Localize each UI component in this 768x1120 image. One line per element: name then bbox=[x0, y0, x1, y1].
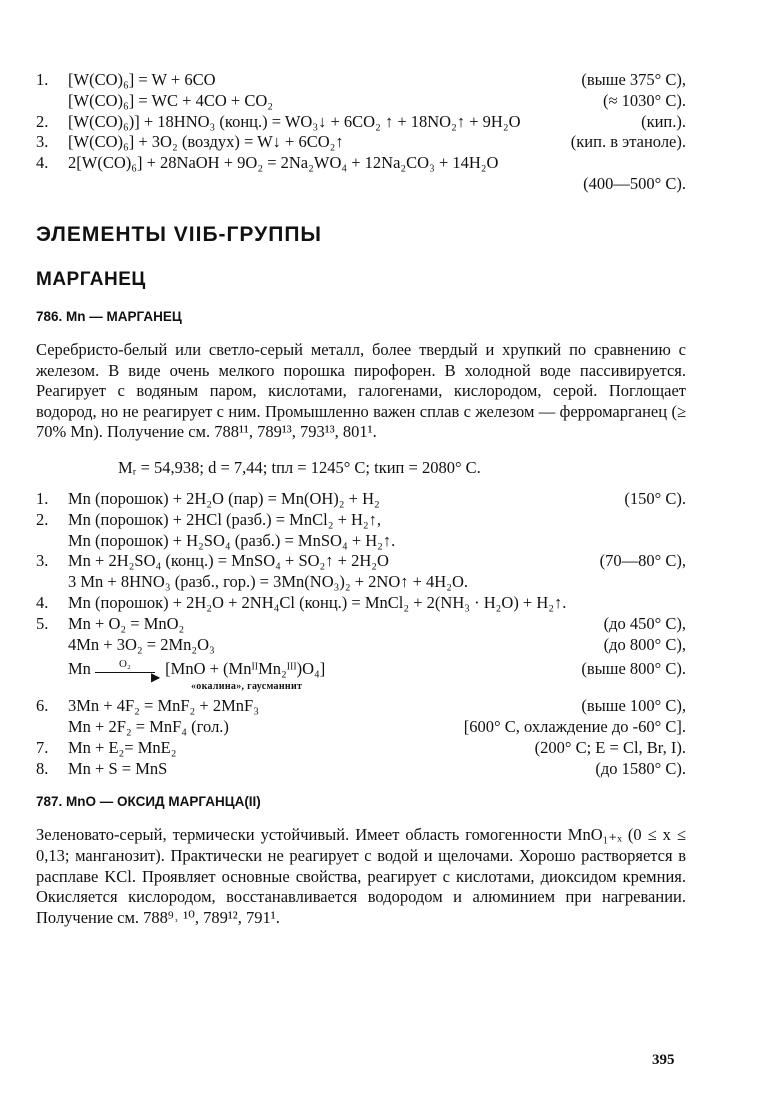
equation-text: Mn (порошок) + 2H₂O (пар) = Mn(OH)₂ + H₂ bbox=[68, 488, 380, 508]
group-heading: ЭЛЕМЕНТЫ VIIБ-ГРУППЫ bbox=[36, 222, 322, 246]
equation-text: 3Mn + 4F₂ = MnF₂ + 2MnF₃ bbox=[68, 696, 259, 716]
equation-line bbox=[36, 489, 686, 510]
equation-line bbox=[36, 635, 686, 656]
equation-text: 2[W(CO)₆] + 28NaOH + 9O₂ = 2Na₂WO₄ + 12Na₂CO₃ + 14H₂O bbox=[68, 153, 499, 173]
arrow-equation-right: [MnO + (MnᴵᴵMn₂ᴵᴵᴵ)O₄] bbox=[165, 659, 326, 679]
equation-condition: (кип.). bbox=[641, 111, 686, 131]
equation-condition: (до 450° C), bbox=[603, 613, 686, 633]
entry-title-787: 787. MnO — ОКСИД МАРГАНЦА(II) bbox=[36, 794, 261, 810]
equation-condition: (до 1580° C). bbox=[595, 758, 686, 778]
equation-line bbox=[36, 531, 686, 552]
physical-properties: Mᵣ = 54,938; d = 7,44; tпл = 1245° C; tкип = 2080° C. bbox=[118, 457, 481, 477]
equation-line bbox=[36, 759, 686, 780]
element-heading: МАРГАНЕЦ bbox=[36, 268, 146, 290]
equation-condition: (200° C; E = Cl, Br, I). bbox=[534, 737, 686, 757]
equation-line bbox=[36, 91, 686, 112]
entry-description-786: Серебристо-белый или светло-серый металл, более твердый и хрупкий по сравнению с железом. В виде очень мелкого порошка пирофорен. В холодной воде пассивируется. Реагирует с водяным паром, кислотами, галогенами, кислородом, серой. Поглощает водород, но не реагирует с ним. Промышленно важен сплав с железом — ферромарганец (≥ 70% Mn). Получение см. 788¹¹, 789¹³, 793¹³, 801¹. bbox=[36, 339, 686, 442]
reaction-list-786 bbox=[36, 489, 686, 779]
arrow-label-text: O₂ bbox=[119, 657, 131, 670]
equation-condition: [600° C, охлаждение до -60° C]. bbox=[463, 716, 686, 736]
equation-line bbox=[36, 696, 686, 717]
equation-line bbox=[36, 593, 686, 614]
equation-text: Mn + E₂= MnE₂ bbox=[68, 737, 177, 757]
equation-line bbox=[36, 132, 686, 153]
equation-line bbox=[36, 510, 686, 531]
equation-number: 1. bbox=[36, 488, 49, 508]
arrow-line bbox=[95, 672, 155, 673]
entry-title-786: 786. Mn — МАРГАНЕЦ bbox=[36, 308, 182, 324]
equation-note-line bbox=[36, 680, 686, 696]
equation-line bbox=[36, 572, 686, 593]
equation-text: Mn + 2H₂SO₄ (конц.) = MnSO₄ + SO₂↑ + 2H₂O bbox=[68, 551, 389, 571]
equation-note: «окалина», гаусманнит bbox=[191, 681, 303, 693]
equation-line bbox=[36, 738, 686, 759]
equation-condition: (70—80° C), bbox=[599, 551, 686, 571]
arrow-head-icon: ▶ bbox=[151, 669, 161, 684]
equation-number: 2. bbox=[36, 509, 49, 529]
equation-number: 5. bbox=[36, 613, 49, 633]
equation-condition: (≈ 1030° C). bbox=[602, 90, 686, 110]
arrow-equation-line bbox=[36, 657, 686, 684]
page-content bbox=[36, 70, 686, 928]
equation-condition: (выше 100° C), bbox=[581, 696, 686, 716]
equation-condition: (до 800° C), bbox=[603, 634, 686, 654]
equation-condition: (кип. в этаноле). bbox=[570, 132, 686, 152]
equation-text: [W(CO)₆)] + 18HNO₃ (конц.) = WO₃↓ + 6CO₂ ↑ + 18NO₂↑ + 9H₂O bbox=[68, 111, 521, 131]
equation-line bbox=[36, 717, 686, 738]
equation-line bbox=[36, 112, 686, 133]
equation-number: 3. bbox=[36, 551, 49, 571]
equation-number: 4. bbox=[36, 592, 49, 612]
entry-description-787: Зеленовато-серый, термически устойчивый. Имеет область гомогенности MnO₁₊ₓ (0 ≤ x ≤ 0,13; манганозит). Практически не реагирует с водой и щелочами. Хорошо растворяется в расплаве KCl. Проявляет основные свойства, реагирует с кислотами, диоксидом кремния. Окисляется кислородом, восстанавливается водородом и алюминием при нагревании. Получение см. 788⁹˒ ¹⁰, 789¹², 791¹. bbox=[36, 825, 686, 927]
equation-text: [W(CO)₆] = W + 6CO bbox=[68, 70, 216, 89]
equation-text: 4Mn + 3O₂ = 2Mn₂O₃ bbox=[68, 634, 215, 654]
equation-text: Mn (порошок) + 2HCl (разб.) = MnCl₂ + H₂↑, bbox=[68, 509, 382, 529]
page-number: 395 bbox=[652, 1052, 675, 1068]
arrow-equation-left: Mn bbox=[68, 659, 91, 679]
equation-condition: (150° C). bbox=[624, 488, 686, 508]
equation-line bbox=[36, 174, 686, 198]
equation-text: [W(CO)₆] = WC + 4CO + CO₂ bbox=[68, 90, 274, 110]
equation-line bbox=[36, 153, 686, 174]
equation-text: Mn + S = MnS bbox=[68, 758, 168, 778]
arrow-with-label bbox=[95, 657, 161, 684]
equation-line bbox=[36, 551, 686, 572]
equation-text: Mn (порошок) + 2H₂O + 2NH₄Cl (конц.) = MnCl₂ + 2(NH₃ · H₂O) + H₂↑. bbox=[68, 592, 567, 612]
equation-number: 6. bbox=[36, 696, 49, 716]
equation-number: 7. bbox=[36, 737, 49, 757]
equation-number: 8. bbox=[36, 758, 49, 778]
equation-text: Mn + 2F₂ = MnF₄ (гол.) bbox=[68, 716, 229, 736]
equation-condition: (выше 375° C), bbox=[581, 70, 686, 89]
equation-number: 3. bbox=[36, 132, 49, 152]
equation-text: Mn + O₂ = MnO₂ bbox=[68, 613, 185, 633]
equation-condition: (400—500° C). bbox=[583, 173, 686, 193]
equation-text bbox=[68, 657, 326, 684]
equation-line bbox=[36, 70, 686, 91]
equation-condition: (выше 800° C). bbox=[581, 659, 686, 679]
equation-text: Mn (порошок) + H₂SO₄ (разб.) = MnSO₄ + H₂↑. bbox=[68, 530, 396, 550]
top-equations bbox=[36, 70, 686, 198]
equation-number: 4. bbox=[36, 153, 49, 173]
equation-number: 1. bbox=[36, 70, 49, 89]
equation-line bbox=[36, 614, 686, 635]
equation-number: 2. bbox=[36, 111, 49, 131]
equation-text: 3 Mn + 8HNO₃ (разб., гор.) = 3Mn(NO₃)₂ + 2NO↑ + 4H₂O. bbox=[68, 572, 469, 592]
equation-text: [W(CO)₆] + 3O₂ (воздух) = W↓ + 6CO₂↑ bbox=[68, 132, 344, 152]
